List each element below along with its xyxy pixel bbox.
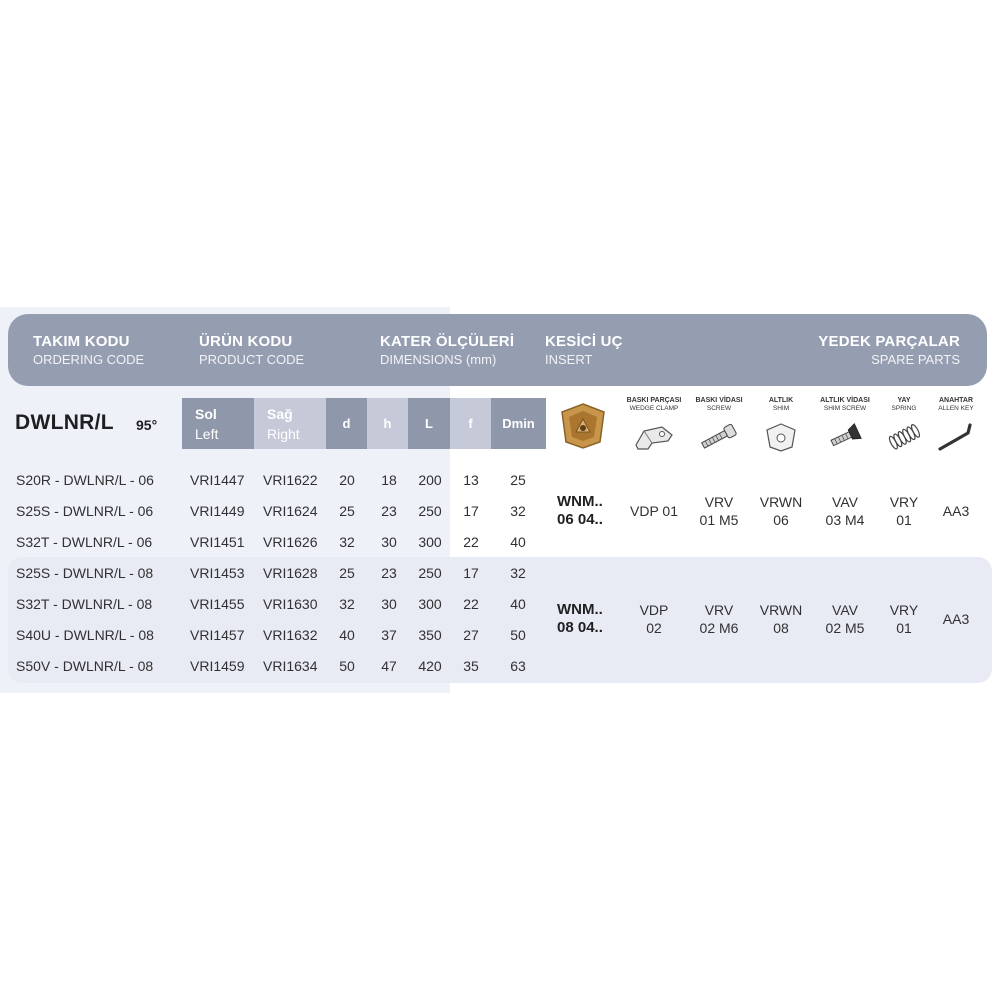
cell-code: S40U - DWLNR/L - 08 — [16, 627, 154, 643]
table-row — [0, 596, 560, 616]
insert-code-06 — [557, 493, 603, 529]
cell-sag: VRI1634 — [263, 658, 318, 674]
cell-f: 17 — [463, 565, 479, 581]
screw-value-08 — [684, 601, 754, 637]
cell-h: 37 — [381, 627, 397, 643]
cell-sol: VRI1451 — [190, 534, 245, 550]
cell-f: 13 — [463, 472, 479, 488]
tool-angle: 95° — [136, 417, 158, 433]
spring-value-line: VRY — [889, 602, 919, 618]
screw-value-line: 02 M6 — [699, 620, 739, 636]
table-row — [0, 565, 560, 585]
col-f: f — [450, 398, 491, 449]
shim-screw-value-line: VAV — [832, 494, 858, 510]
cell-f: 17 — [463, 503, 479, 519]
cell-dmin: 32 — [510, 503, 526, 519]
key-value-08 — [921, 610, 991, 628]
cell-L: 250 — [418, 565, 442, 581]
insert-code-line: WNM.. — [557, 493, 603, 510]
cell-sag: VRI1630 — [263, 596, 318, 612]
cell-code: S32T - DWLNR/L - 06 — [16, 534, 153, 550]
cell-h: 23 — [381, 503, 397, 519]
header-insert-sub: INSERT — [545, 352, 593, 367]
spare-screw-en: SCREW — [706, 405, 732, 413]
insert-code-line: 08 04.. — [557, 619, 603, 636]
cell-L: 420 — [418, 658, 442, 674]
spring-icon — [882, 421, 926, 453]
spare-allen-key-header — [928, 397, 984, 453]
clamp-value-line: VDP 01 — [630, 503, 678, 519]
spare-spring-tr: YAY — [897, 397, 911, 404]
cell-L: 200 — [418, 472, 442, 488]
spare-shim-screw-tr: ALTLIK VİDASI — [820, 397, 870, 404]
table-row — [0, 534, 560, 554]
header-spare-sub: SPARE PARTS — [871, 352, 960, 367]
cell-d: 40 — [339, 627, 355, 643]
cell-sag: VRI1624 — [263, 503, 318, 519]
spare-screw-header — [691, 397, 747, 453]
table-row — [0, 503, 560, 523]
header-ordering-title: TAKIM KODU — [33, 333, 130, 350]
cell-sag: VRI1626 — [263, 534, 318, 550]
header-ordering-code — [33, 334, 144, 366]
cell-dmin: 40 — [510, 596, 526, 612]
cell-d: 25 — [339, 503, 355, 519]
key-value-line: AA3 — [942, 611, 970, 627]
spare-wedge-clamp-header — [626, 397, 682, 453]
shim-icon — [759, 421, 803, 453]
screw-icon — [697, 421, 741, 453]
cell-d: 25 — [339, 565, 355, 581]
col-dmin: Dmin — [491, 398, 546, 449]
key-value-06 — [921, 502, 991, 520]
cell-code: S25S - DWLNR/L - 06 — [16, 503, 154, 519]
header-insert-title: KESİCİ UÇ — [545, 333, 623, 350]
table-row — [0, 472, 560, 492]
insert-code-line: 06 04.. — [557, 511, 603, 528]
cell-dmin: 40 — [510, 534, 526, 550]
shim-value-line: VRWN — [759, 602, 803, 618]
table-header-bar — [8, 314, 987, 386]
spare-shim-screw-en: SHIM SCREW — [823, 405, 867, 413]
clamp-value-06 — [619, 502, 689, 520]
cell-h: 30 — [381, 596, 397, 612]
spare-shim-tr: ALTLIK — [768, 397, 794, 404]
cell-sol: VRI1455 — [190, 596, 245, 612]
table-row — [0, 658, 560, 678]
insert-code-line: WNM.. — [557, 601, 603, 618]
header-dimensions — [380, 334, 514, 366]
spring-value-line: VRY — [889, 494, 919, 510]
spare-wedge-clamp-tr: BASKI PARÇASI — [626, 397, 682, 404]
col-h: h — [367, 398, 408, 449]
cell-sol: VRI1449 — [190, 503, 245, 519]
spare-allen-key-tr: ANAHTAR — [938, 397, 974, 404]
cell-sag: VRI1622 — [263, 472, 318, 488]
insert-code-08 — [557, 601, 603, 637]
cell-code: S20R - DWLNR/L - 06 — [16, 472, 154, 488]
shim-screw-value-line: VAV — [832, 602, 858, 618]
shim-screw-value-line: 02 M5 — [825, 620, 865, 636]
cell-L: 300 — [418, 534, 442, 550]
shim-value-line: 08 — [773, 620, 789, 636]
cell-sol: VRI1453 — [190, 565, 245, 581]
cell-code: S50V - DWLNR/L - 08 — [16, 658, 154, 674]
spare-shim-screw-header — [817, 397, 873, 453]
spare-allen-key-en: ALLEN KEY — [938, 405, 974, 413]
spring-value-line: 01 — [896, 620, 912, 636]
cell-f: 22 — [463, 534, 479, 550]
cell-d: 32 — [339, 596, 355, 612]
col-sol-en: Left — [195, 426, 219, 442]
cell-f: 22 — [463, 596, 479, 612]
cell-h: 30 — [381, 534, 397, 550]
col-sag-tr: Sağ — [267, 406, 293, 422]
header-dimensions-sub: DIMENSIONS (mm) — [380, 352, 497, 367]
spare-shim-en: SHIM — [772, 405, 790, 413]
screw-value-06 — [684, 493, 754, 529]
tool-title: DWLNR/L — [15, 411, 114, 434]
spring-value-line: 01 — [896, 512, 912, 528]
header-product-code — [199, 334, 304, 366]
wedge-clamp-icon — [632, 421, 676, 453]
cell-dmin: 25 — [510, 472, 526, 488]
cell-dmin: 32 — [510, 565, 526, 581]
spare-spring-en: SPRING — [891, 405, 917, 413]
spare-screw-tr: BASKI VİDASI — [695, 397, 743, 404]
cell-d: 50 — [339, 658, 355, 674]
header-spare-title: YEDEK PARÇALAR — [818, 333, 960, 350]
cell-h: 23 — [381, 565, 397, 581]
header-product-sub: PRODUCT CODE — [199, 352, 305, 367]
cell-dmin: 50 — [510, 627, 526, 643]
spare-shim-header — [753, 397, 809, 453]
clamp-value-line: 02 — [646, 620, 662, 636]
col-d: d — [326, 398, 367, 449]
col-sag-en: Right — [267, 426, 300, 442]
cell-d: 32 — [339, 534, 355, 550]
header-spare-parts — [818, 334, 960, 366]
insert-icon — [558, 402, 608, 450]
shim-value-08 — [746, 601, 816, 637]
header-insert — [545, 334, 623, 366]
screw-value-line: 01 M5 — [699, 512, 739, 528]
table-row — [0, 627, 560, 647]
cell-code: S32T - DWLNR/L - 08 — [16, 596, 153, 612]
cell-L: 350 — [418, 627, 442, 643]
cell-h: 18 — [381, 472, 397, 488]
clamp-value-line: VDP — [639, 602, 669, 618]
cell-d: 20 — [339, 472, 355, 488]
shim-screw-icon — [823, 421, 867, 453]
cell-L: 250 — [418, 503, 442, 519]
shim-value-line: 06 — [773, 512, 789, 528]
cell-h: 47 — [381, 658, 397, 674]
col-sag-right — [254, 398, 326, 449]
cell-f: 35 — [463, 658, 479, 674]
screw-value-line: VRV — [704, 602, 734, 618]
col-sol-left — [182, 398, 254, 449]
shim-screw-value-line: 03 M4 — [825, 512, 865, 528]
cell-sol: VRI1459 — [190, 658, 245, 674]
shim-value-line: VRWN — [759, 494, 803, 510]
cell-sag: VRI1628 — [263, 565, 318, 581]
col-sol-tr: Sol — [195, 406, 217, 422]
cell-f: 27 — [463, 627, 479, 643]
allen-key-icon — [934, 421, 978, 453]
cell-sag: VRI1632 — [263, 627, 318, 643]
cell-L: 300 — [418, 596, 442, 612]
cell-sol: VRI1447 — [190, 472, 245, 488]
cell-dmin: 63 — [510, 658, 526, 674]
col-L: L — [408, 398, 450, 449]
cell-sol: VRI1457 — [190, 627, 245, 643]
shim-value-06 — [746, 493, 816, 529]
spare-spring-header — [876, 397, 932, 453]
spare-wedge-clamp-en: WEDGE CLAMP — [629, 405, 679, 413]
header-product-title: ÜRÜN KODU — [199, 333, 293, 350]
cell-code: S25S - DWLNR/L - 08 — [16, 565, 154, 581]
screw-value-line: VRV — [704, 494, 734, 510]
header-dimensions-title: KATER ÖLÇÜLERİ — [380, 333, 515, 350]
clamp-value-08 — [619, 601, 689, 637]
key-value-line: AA3 — [942, 503, 970, 519]
header-ordering-sub: ORDERING CODE — [33, 352, 145, 367]
